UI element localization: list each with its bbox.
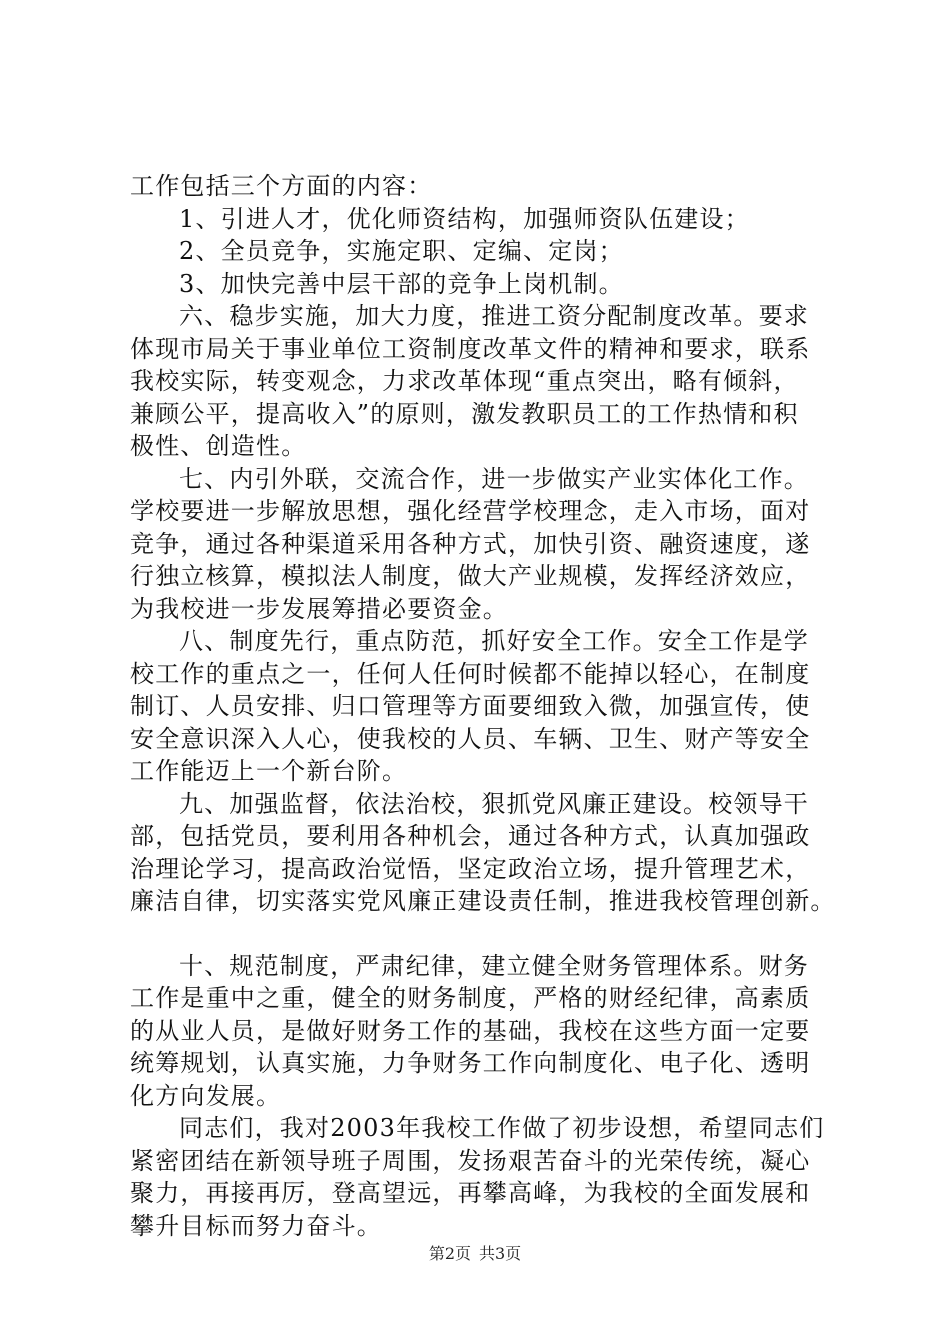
- text-line: 廉洁自律，切实落实党风廉正建设责任制，推进我校管理创新。: [130, 887, 836, 915]
- text-line: 制订、人员安排、归口管理等方面要细致入微，加强宣传，使: [130, 692, 811, 720]
- paragraph-start: 七、内引外联，交流合作，进一步做实产业实体化工作。: [179, 464, 809, 493]
- text-line: 化方向发展。: [130, 1081, 282, 1110]
- paragraph-start: 八、制度先行，重点防范，抓好安全工作。安全工作是学: [179, 627, 809, 655]
- text-line: 兼顾公平，提高收入”的原则，激发教职员工的工作热情和积: [130, 399, 799, 428]
- text-line: 聚力，再接再厉，登高望远，再攀高峰，为我校的全面发展和: [130, 1179, 811, 1207]
- list-item: 1、引进人才，优化师资结构，加强师资队伍建设；: [179, 204, 750, 233]
- text-line: 我校实际，转变观念，力求改革体现“重点突出，略有倾斜，: [130, 367, 799, 395]
- text-line: 部，包括党员，要利用各种机会，通过各种方式，认真加强政: [130, 822, 811, 850]
- text-line: 工作包括三个方面的内容：: [130, 172, 433, 200]
- list-item: 2、全员竞争，实施定职、定编、定岗；: [179, 237, 624, 265]
- text-line: 工作能迈上一个新台阶。: [130, 757, 408, 785]
- paragraph-start: 六、稳步实施，加大力度，推进工资分配制度改革。要求: [179, 302, 809, 330]
- text-line: 紧密团结在新领导班子周围，发扬艰苦奋斗的光荣传统，凝心: [130, 1146, 811, 1175]
- paragraph-start: 九、加强监督，依法治校，狠抓党风廉正建设。校领导干: [179, 789, 809, 818]
- text-line: 为我校进一步发展筹措必要资金。: [130, 594, 508, 623]
- paragraph-gap: [130, 918, 850, 950]
- text-line: 安全意识深入人心，使我校的人员、车辆、卫生、财产等安全: [130, 724, 811, 753]
- page-footer: [0, 1244, 950, 1264]
- text-line: 极性、创造性。: [130, 432, 307, 460]
- list-item: 3、加快完善中层干部的竞争上岗机制。: [179, 269, 624, 298]
- text-line: 校工作的重点之一，任何人任何时候都不能掉以轻心，在制度: [130, 659, 811, 688]
- page-total: 共3页: [479, 1244, 522, 1263]
- paragraph-start: 十、规范制度，严肃纪律，建立健全财务管理体系。财务: [179, 951, 809, 980]
- document-body: [130, 170, 850, 1242]
- page-number: 第2页: [428, 1244, 471, 1263]
- text-line: 攀升目标而努力奋斗。: [130, 1211, 382, 1240]
- text-line: 行独立核算，模拟法人制度，做大产业规模，发挥经济效应，: [130, 562, 811, 590]
- paragraph-start: 同志们，我对2003年我校工作做了初步设想，希望同志们: [179, 1114, 825, 1142]
- text-line: 体现市局关于事业单位工资制度改革文件的精神和要求，联系: [130, 334, 811, 363]
- text-line: 竞争，通过各种渠道采用各种方式，加快引资、融资速度，遂: [130, 529, 811, 558]
- text-line: 工作是重中之重，健全的财务制度，严格的财经纪律，高素质: [130, 984, 811, 1012]
- text-line: 治理论学习，提高政治觉悟，坚定政治立场，提升管理艺术，: [130, 854, 811, 883]
- text-line: 统筹规划，认真实施，力争财务工作向制度化、电子化、透明: [130, 1049, 811, 1077]
- text-line: 的从业人员，是做好财务工作的基础，我校在这些方面一定要: [130, 1016, 811, 1045]
- text-line: 学校要进一步解放思想，强化经营学校理念，走入市场，面对: [130, 497, 811, 525]
